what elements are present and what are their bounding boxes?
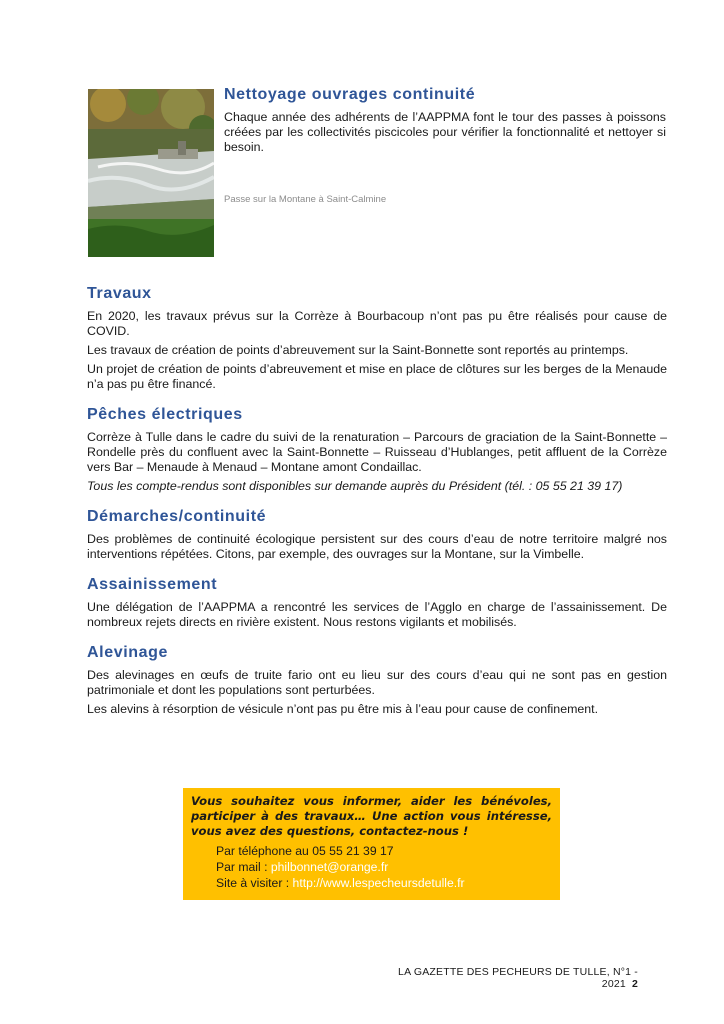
section-title-peches: Pêches électriques (87, 406, 243, 423)
paragraph: En 2020, les travaux prévus sur la Corrèze à Bourbacoup n’ont pas pu être réalisés pour cause de COVID. (87, 309, 667, 338)
section-demarches (87, 507, 667, 562)
section-alevinage (87, 643, 667, 717)
paragraph: Corrèze à Tulle dans le cadre du suivi de la renaturation – Parcours de graciation de la Saint-Bonnette – Rondelle près du confluent avec la Saint-Bonnette – Ruisseau d’Hublanges, petit affluent de la Corrèze vers Bar – Menaude à Menaud – Montane amont Condaillac. (87, 430, 667, 474)
intro-title: Nettoyage ouvrages continuité (224, 86, 476, 103)
contact-phone: Par téléphone au 05 55 21 39 17 (216, 844, 394, 858)
contact-site-link[interactable]: http://www.lespecheursdetulle.fr (292, 876, 465, 890)
paragraph: Un projet de création de points d’abreuvement et mise en place de clôtures sur les berges de la Menaude n’a pas pu être financé. (87, 362, 667, 391)
paragraph: Une délégation de l’AAPPMA a rencontré les services de l’Agglo en charge de l’assainissement. De nombreux rejets directs en rivière existent. Nous restons vigilants et mobilisés. (87, 600, 667, 629)
paragraph: Des problèmes de continuité écologique persistent sur des cours d’eau de notre territoire malgré nos interventions répétées. Citons, par exemple, des ouvrages sur la Montane, sur la Vimbelle. (87, 532, 667, 561)
sections (87, 284, 667, 730)
section-title-assainissement: Assainissement (87, 576, 218, 593)
river-photo-illustration (88, 89, 214, 257)
page-footer (380, 966, 638, 990)
paragraph: Les alevins à résorption de vésicule n’ont pas pu être mis à l’eau pour cause de confinement. (87, 702, 599, 716)
photo-caption: Passe sur la Montane à Saint-Calmine (224, 194, 387, 205)
contact-box (183, 788, 560, 900)
section-assainissement (87, 575, 667, 630)
footer-publication: LA GAZETTE DES PECHEURS DE TULLE, N°1 - 2021 (398, 966, 638, 990)
section-travaux (87, 284, 667, 392)
intro-text: Chaque année des adhérents de l’AAPPMA font le tour des passes à poissons créées par les collectivités piscicoles pour vérifier la fonctionnalité et nettoyer si besoin. (224, 110, 666, 154)
contact-site-line (191, 875, 552, 891)
contact-mail-line (191, 859, 552, 875)
section-title-alevinage: Alevinage (87, 644, 168, 661)
paragraph-italic: Tous les compte-rendus sont disponibles sur demande auprès du Président (tél. : 05 55 21 39 17) (87, 479, 623, 493)
contact-mail-link[interactable]: philbonnet@orange.fr (270, 860, 389, 874)
section-title-demarches: Démarches/continuité (87, 508, 267, 525)
intro-block (224, 86, 666, 155)
footer-page-number: 2 (631, 978, 638, 990)
contact-mail-label: Par mail : (216, 860, 271, 874)
section-peches (87, 405, 667, 494)
river-photo (88, 89, 214, 257)
section-title-travaux: Travaux (87, 285, 152, 302)
paragraph: Les travaux de création de points d’abreuvement sur la Saint-Bonnette sont reportés au printemps. (87, 343, 629, 357)
contact-lead: Vous souhaitez vous informer, aider les bénévoles, participer à des travaux… Une action vous intéresse, vous avez des questions, contactez-nous ! (191, 794, 552, 838)
contact-site-label: Site à visiter : (216, 876, 293, 890)
paragraph: Des alevinages en œufs de truite fario ont eu lieu sur des cours d’eau qui ne sont pas en gestion patrimoniale et dont les populations sont perturbées. (87, 668, 667, 697)
